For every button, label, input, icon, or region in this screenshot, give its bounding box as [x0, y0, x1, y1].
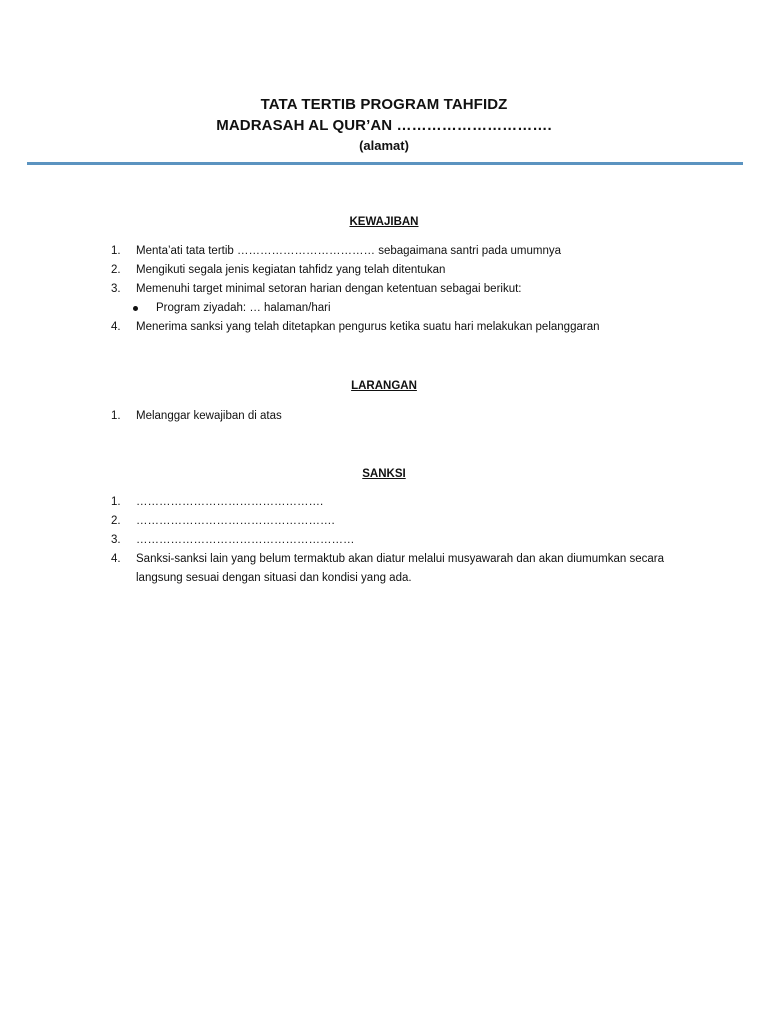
sub-bullet-item	[111, 299, 691, 318]
document-header	[0, 94, 768, 154]
document-title: TATA TERTIB PROGRAM TAHFIDZ	[260, 96, 508, 113]
item-text: Melanggar kewajiban di atas	[136, 410, 282, 422]
list-item	[111, 493, 691, 512]
item-number: 4.	[111, 321, 121, 333]
item-text: Mengikuti segala jenis kegiatan tahfidz yang telah ditentukan	[136, 264, 446, 276]
list-item	[111, 318, 691, 337]
list-item	[111, 280, 691, 299]
bullet-icon	[133, 306, 138, 311]
list-item	[111, 512, 691, 531]
item-text: Menta’ati tata tertib ……………………………… sebagaimana santri pada umumnya	[136, 245, 562, 257]
item-number: 4.	[111, 553, 121, 565]
section-heading-sanksi: SANKSI	[362, 468, 406, 480]
list-item	[111, 550, 691, 588]
item-text: Menerima sanksi yang telah ditetapkan pengurus ketika suatu hari melakukan pelanggaran	[136, 321, 600, 333]
kewajiban-list	[111, 242, 691, 337]
madrasah-name: MADRASAH AL QUR’AN ………………………….	[216, 117, 552, 134]
item-number: 1.	[111, 410, 121, 422]
item-text: …………………………………………………	[136, 534, 355, 546]
sanksi-list	[111, 493, 691, 588]
list-item	[111, 531, 691, 550]
section-kewajiban	[0, 214, 768, 230]
section-heading-larangan: LARANGAN	[351, 380, 417, 392]
sub-item-text: Program ziyadah: … halaman/hari	[156, 302, 331, 314]
list-item	[111, 242, 691, 261]
item-text: Memenuhi target minimal setoran harian dengan ketentuan sebagai berikut:	[136, 283, 522, 295]
item-number: 1.	[111, 245, 121, 257]
address-placeholder: (alamat)	[359, 138, 409, 153]
item-number: 1.	[111, 496, 121, 508]
item-number: 3.	[111, 534, 121, 546]
section-larangan	[0, 378, 768, 394]
list-item	[111, 407, 691, 426]
section-sanksi	[0, 466, 768, 482]
item-number: 2.	[111, 515, 121, 527]
item-number: 3.	[111, 283, 121, 295]
larangan-list	[111, 407, 691, 426]
item-text: Sanksi-sanksi lain yang belum termaktub akan diatur melalui musyawarah dan akan diumumkan secara langsung sesuai dengan situasi dan kondisi yang ada.	[136, 553, 664, 584]
item-text: ………………………………………….	[136, 496, 324, 508]
list-item	[111, 261, 691, 280]
header-divider	[27, 162, 743, 165]
item-number: 2.	[111, 264, 121, 276]
item-text: …………………………………………….	[136, 515, 335, 527]
section-heading-kewajiban: KEWAJIBAN	[349, 216, 419, 228]
